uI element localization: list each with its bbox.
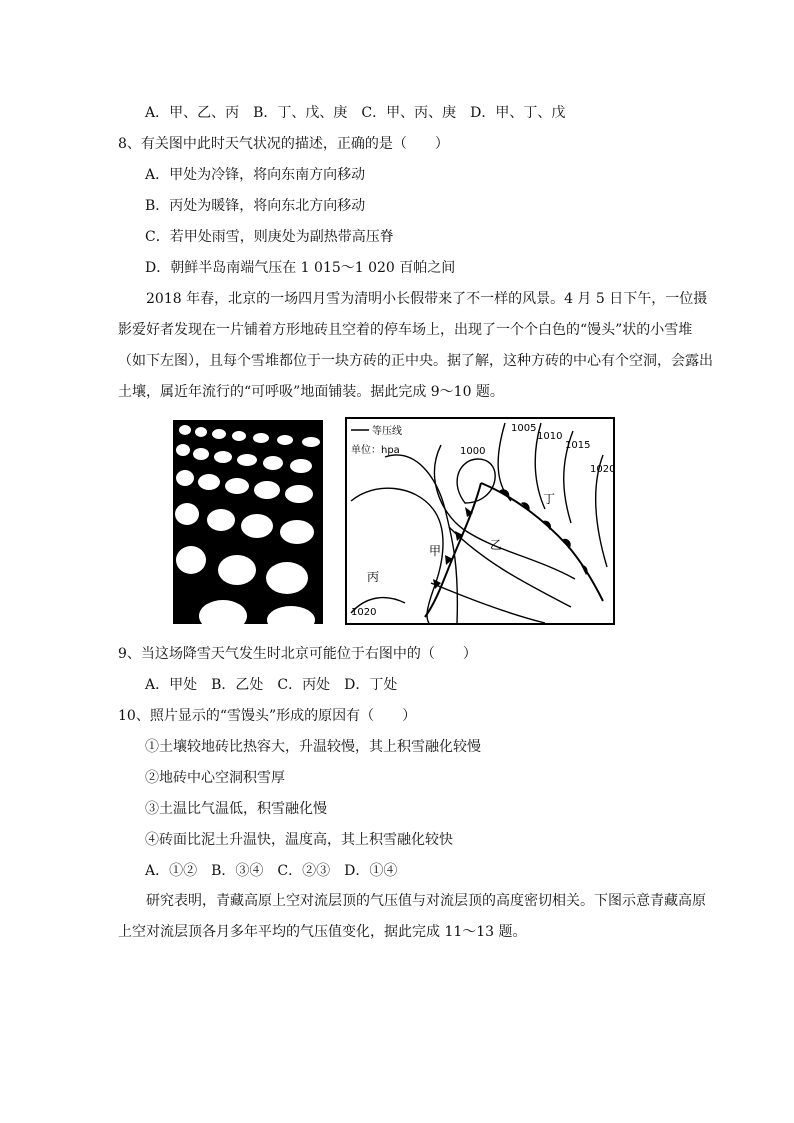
place-jia: 甲 — [429, 544, 442, 558]
q10-item-4: ④砖面比泥土升温快，温度高，其上积雪融化较快 — [145, 832, 453, 848]
q10-item-2: ②地砖中心空洞积雪厚 — [145, 770, 285, 786]
isobar-label-1010: 1010 — [537, 431, 563, 442]
place-ding: 丁 — [543, 492, 556, 506]
q10-options: A．①② B．③④ C．②③ D．①④ — [145, 863, 398, 879]
q10-item-3: ③土温比气温低，积雪融化慢 — [145, 801, 327, 817]
legend-unit-label: 单位：hpa — [351, 445, 400, 456]
place-yi: 乙 — [490, 538, 503, 552]
passage-tropopause: 研究表明，青藏高原上空对流层顶的气压值与对流层顶的高度密切相关。下图示意青藏高原上空对流层顶各月多年平均的气压值变化，据此完成 11～13 题。 — [118, 893, 706, 940]
passage-snow: 2018 年春，北京的一场四月雪为清明小长假带来了不一样的风景。4 月 5 日下午，一位摄影爱好者发现在一片铺着方形地砖且空着的停车场上，出现了一个个白色的“馒头”状的小雪堆（如下左图），且每个雪堆都位于一块方砖的正中央。据了解，这种方砖的中心有个空洞，会露出土壤，属近年流行的“可呼吸”地面铺装。据此完成 9～10 题。 — [118, 291, 713, 400]
isobar-label-1005: 1005 — [511, 423, 537, 434]
legend-isobar-label: 等压线 — [372, 426, 402, 437]
q9-stem: 9、当这场降雪天气发生时北京可能位于右图中的（ ） — [118, 646, 477, 662]
isobar-label-1020-west: 1020 — [351, 607, 377, 618]
snow-mound-photo — [173, 420, 323, 624]
place-bing: 丙 — [367, 570, 380, 584]
q7-options: A．甲、乙、丙 B．丁、戊、庚 C．甲、丙、庚 D．甲、丁、戊 — [145, 105, 566, 121]
q9-options: A．甲处 B．乙处 C．丙处 D．丁处 — [145, 677, 398, 693]
q8-option-c: C．若甲处雨雪，则庚处为副热带高压脊 — [145, 229, 394, 245]
isobar-label-1020-east: 1020 — [590, 464, 615, 475]
isobar-label-1015: 1015 — [565, 440, 591, 451]
q10-item-1: ①土壤较地砖比热容大，升温较慢，其上积雪融化较慢 — [145, 739, 481, 755]
isobar-weather-map — [345, 417, 615, 625]
q8-stem: 8、有关图中此时天气状况的描述，正确的是（ ） — [118, 136, 449, 152]
q8-option-b: B．丙处为暖锋，将向东北方向移动 — [145, 198, 366, 214]
q10-stem: 10、照片显示的“雪馒头”形成的原因有（ ） — [118, 708, 417, 724]
q8-option-a: A．甲处为冷锋，将向东南方向移动 — [145, 167, 366, 183]
q8-option-d: D．朝鲜半岛南端气压在 1 015～1 020 百帕之间 — [145, 260, 456, 276]
isobar-label-1000: 1000 — [460, 446, 486, 457]
